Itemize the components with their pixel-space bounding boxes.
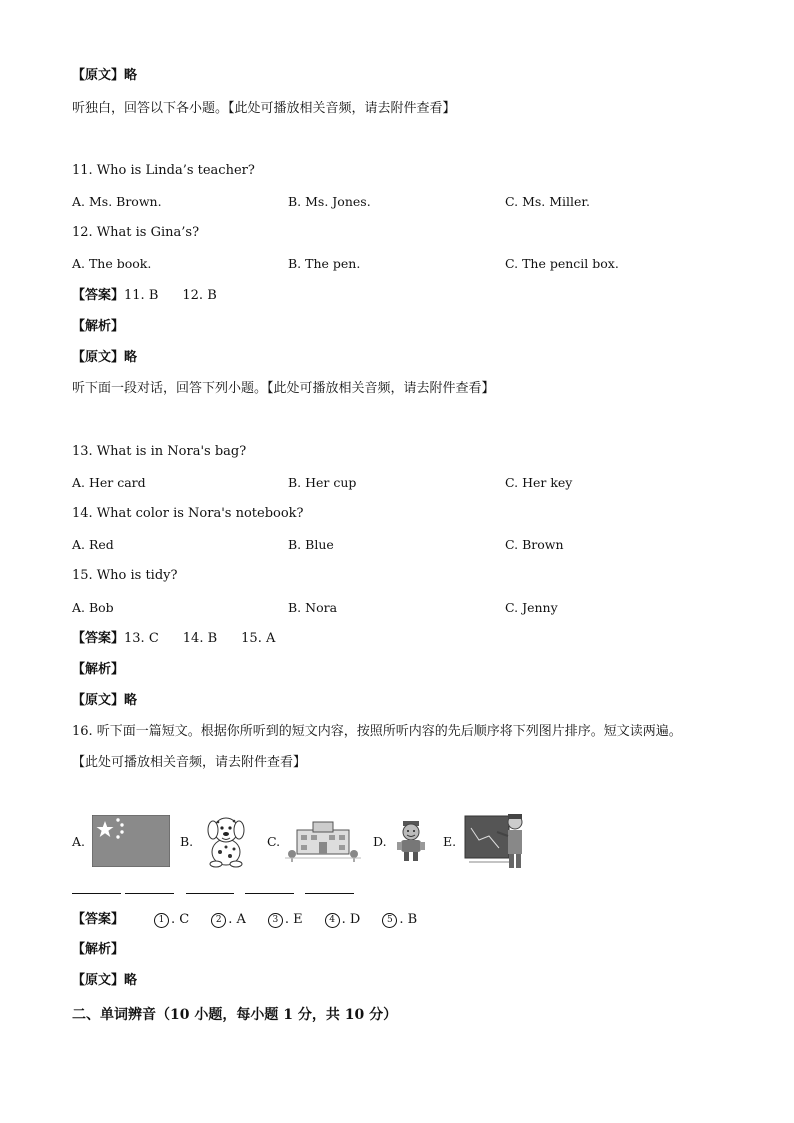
yuanwen-line: 【原文】略: [72, 350, 138, 365]
q14-option-c: C. Brown: [505, 537, 564, 552]
yuanwen-line: 【原文】略: [72, 68, 138, 83]
q14-option-b: B. Blue: [288, 537, 334, 552]
answer-blank-1[interactable]: [72, 893, 121, 894]
q12-option-c: C. The pencil box.: [505, 256, 619, 271]
picture-label-d: D.: [373, 834, 387, 849]
q11-option-b: B. Ms. Jones.: [288, 194, 371, 209]
question-15-stem: 15. Who is tidy?: [72, 568, 178, 583]
answer-line-3: 【答案】 1 . C 2 . A 3 . E 4 . D 5 . B: [72, 912, 418, 927]
picture-label-e: E.: [443, 834, 457, 849]
school-building-picture: [285, 818, 361, 864]
question-14-stem: 14. What color is Nora's notebook?: [72, 506, 304, 521]
picture-label-c: C.: [267, 834, 281, 849]
jiexi-line: 【解析】: [72, 942, 125, 957]
dalmatian-dog-picture: [196, 812, 256, 868]
q13-option-b: B. Her cup: [288, 475, 357, 490]
circled-number-2: 2: [211, 913, 226, 928]
q14-option-a: A. Red: [72, 537, 114, 552]
china-flag-picture: [92, 815, 170, 867]
q12-option-a: A. The book.: [72, 256, 152, 271]
q11-option-c: C. Ms. Miller.: [505, 194, 590, 209]
circled-number-3: 3: [268, 913, 283, 928]
teacher-blackboard-picture: [463, 810, 529, 870]
q13-option-a: A. Her card: [72, 475, 146, 490]
q11-option-a: A. Ms. Brown.: [72, 194, 162, 209]
listening-instruction: 听独白，回答以下各小题。【此处可播放相关音频，请去附件查看】: [72, 101, 456, 116]
yuanwen-line: 【原文】略: [72, 693, 138, 708]
q15-option-c: C. Jenny: [505, 600, 558, 615]
boy-picture: [393, 818, 429, 862]
answer-line-2: 【答案】13. C 14. B 15. A: [72, 631, 276, 646]
circled-number-1: 1: [154, 913, 169, 928]
question-16-audio-note: 【此处可播放相关音频，请去附件查看】: [72, 755, 307, 770]
yuanwen-line: 【原文】略: [72, 973, 138, 988]
jiexi-line: 【解析】: [72, 662, 125, 677]
listening-instruction: 听下面一段对话，回答下列小题。【此处可播放相关音频，请去附件查看】: [72, 381, 495, 396]
q15-option-a: A. Bob: [72, 600, 114, 615]
picture-label-a: A.: [72, 834, 86, 849]
q12-option-b: B. The pen.: [288, 256, 361, 271]
question-11-stem: 11. Who is Linda’s teacher?: [72, 163, 255, 178]
section-heading: 二、单词辨音（10 小题，每小题 1 分，共 10 分）: [72, 1007, 398, 1023]
circled-number-5: 5: [382, 913, 397, 928]
answer-blank-3[interactable]: [186, 893, 234, 894]
question-12-stem: 12. What is Gina’s?: [72, 225, 200, 240]
answer-line-1: 【答案】11. B 12. B: [72, 288, 217, 303]
question-16-stem: 16. 听下面一篇短文。根据你所听到的短文内容，按照所听内容的先后顺序将下列图片排序。短文读两遍。: [72, 724, 682, 739]
circled-number-4: 4: [325, 913, 340, 928]
question-13-stem: 13. What is in Nora's bag?: [72, 444, 247, 459]
jiexi-line: 【解析】: [72, 319, 125, 334]
picture-label-b: B.: [180, 834, 194, 849]
answer-blank-5[interactable]: [305, 893, 354, 894]
q15-option-b: B. Nora: [288, 600, 338, 615]
answer-blank-4[interactable]: [245, 893, 294, 894]
q13-option-c: C. Her key: [505, 475, 573, 490]
answer-blank-2[interactable]: [125, 893, 174, 894]
